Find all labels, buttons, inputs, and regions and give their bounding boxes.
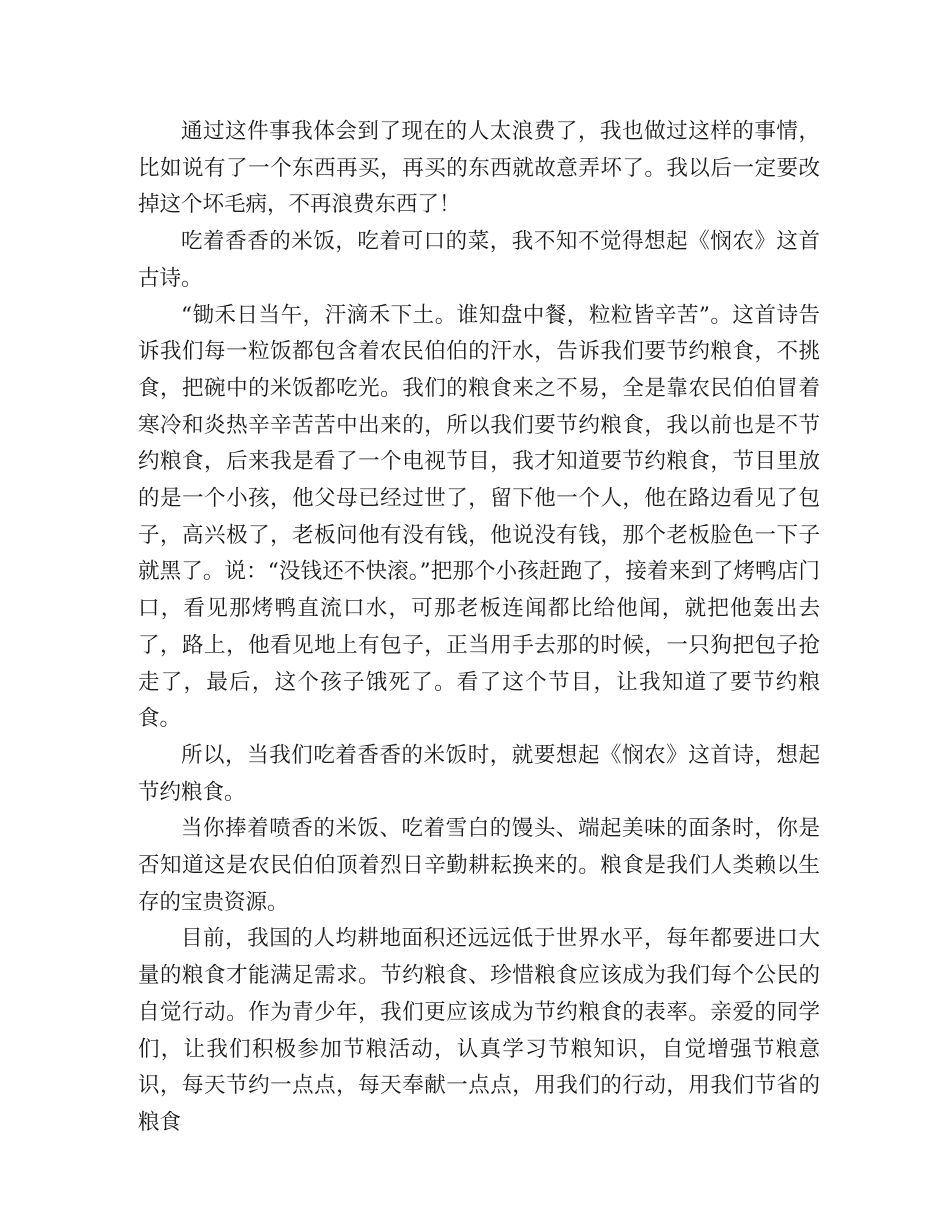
paragraph-poem-intro: 吃着香香的米饭，吃着可口的菜，我不知不觉得想起《悯农》这首古诗。 <box>138 229 820 291</box>
paragraph-poem-story: “锄禾日当午，汗滴禾下土。谁知盘中餐，粒粒皆辛苦”。这首诗告诉我们每一粒饭都包含着农民伯伯的汗水，告诉我们要节约粮食，不挑食，把碗中的米饭都吃光。我们的粮食来之不易，全是靠农民伯伯冒着寒冷和炎热辛辛苦苦中出来的，所以我们要节约粮食，我以前也是不节约粮食，后来我是看了一个电视节目，我才知道要节约粮食，节目里放的是一个小孩，他父母已经过世了，留下他一个人，他在路边看见了包子，高兴极了，老板问他有没有钱，他说没有钱，那个老板脸色一下子就黑了。说：“没钱还不快滚。”把那个小孩赶跑了，接着来到了烤鸭店门口，看见那烤鸭直流口水，可那老板连闻都比给他闻，就把他轰出去了，路上，他看见地上有包子，正当用手去那的时候，一只狗把包子抢走了，最后，这个孩子饿死了。看了这个节目，让我知道了要节约粮食。 <box>138 302 820 732</box>
paragraph-conclusion: 所以，当我们吃着香香的米饭时，就要想起《悯农》这首诗，想起节约粮食。 <box>138 742 820 805</box>
paragraph-grain-value: 当你捧着喷香的米饭、吃着雪白的馒头、端起美味的面条时，你是否知道这是农民伯伯顶着烈日辛勤耕耘换来的。粮食是我们人类赖以生存的宝贵资源。 <box>138 816 820 915</box>
document-page <box>138 114 820 1142</box>
paragraph-waste-reflection: 通过这件事我体会到了现在的人太浪费了，我也做过这样的事情，比如说有了一个东西再买，再买的东西就故意弄坏了。我以后一定要改掉这个坏毛病，不再浪费东西了！ <box>138 119 820 218</box>
paragraph-call-to-action: 目前，我国的人均耕地面积还远远低于世界水平，每年都要进口大量的粮食才能满足需求。节约粮食、珍惜粮食应该成为我们每个公民的自觉行动。作为青少年，我们更应该成为节约粮食的表率。亲爱的同学们，让我们积极参加节粮活动，认真学习节粮知识，自觉增强节粮意识，每天节约一点点，每天奉献一点点，用我们的行动，用我们节省的粮食 <box>138 926 820 1135</box>
